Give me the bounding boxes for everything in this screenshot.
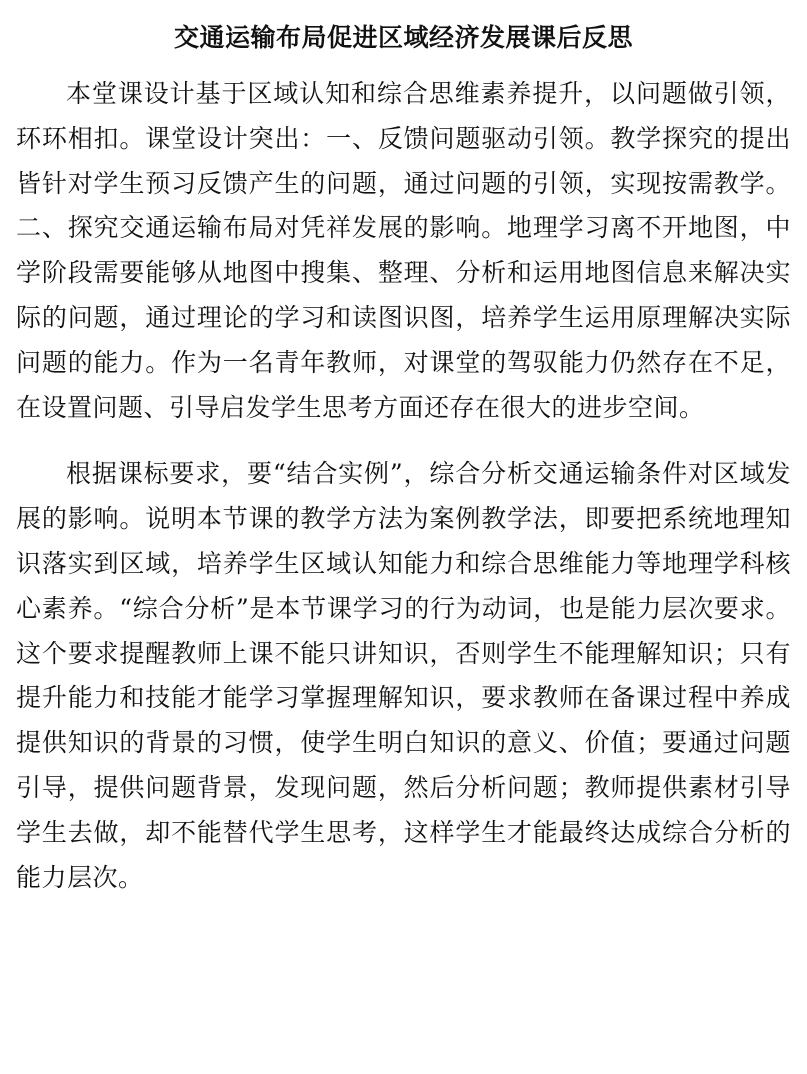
document-title: 交通运输布局促进区域经济发展课后反思	[173, 23, 633, 52]
paragraph-reflection-design: 本堂课设计基于区域认知和综合思维素养提升，以问题做引领，环环相扣。课堂设计突出：一、反馈问题驱动引领。教学探究的提出皆针对学生预习反馈产生的问题，通过问题的引领，实现按需教学。二、探究交通运输布局对凭祥发展的影响。地理学习离不开地图，中学阶段需要能够从地图中搜集、整理、分析和运用地图信息来解决实际的问题，通过理论的学习和读图识图，培养学生运用原理解决实际问题的能力。作为一名青年教师，对课堂的驾驭能力仍然存在不足，在设置问题、引导启发学生思考方面还存在很大的进步空间。	[16, 79, 791, 422]
paragraph-curriculum-requirements: 根据课标要求，要“结合实例”，综合分析交通运输条件对区域发展的影响。说明本节课的教学方法为案例教学法，即要把系统地理知识落实到区域，培养学生区域认知能力和综合思维能力等地理学科核心素养。“综合分析”是本节课学习的行为动词，也是能力层次要求。这个要求提醒教师上课不能只讲知识，否则学生不能理解知识；只有提升能力和技能才能学习掌握理解知识，要求教师在备课过程中养成提供知识的背景的习惯，使学生明白知识的意义、价值；要通过问题引导，提供问题背景，发现问题，然后分析问题；教师提供素材引导学生去做，却不能替代学生思考，这样学生才能最终达成综合分析的能力层次。	[16, 459, 791, 892]
